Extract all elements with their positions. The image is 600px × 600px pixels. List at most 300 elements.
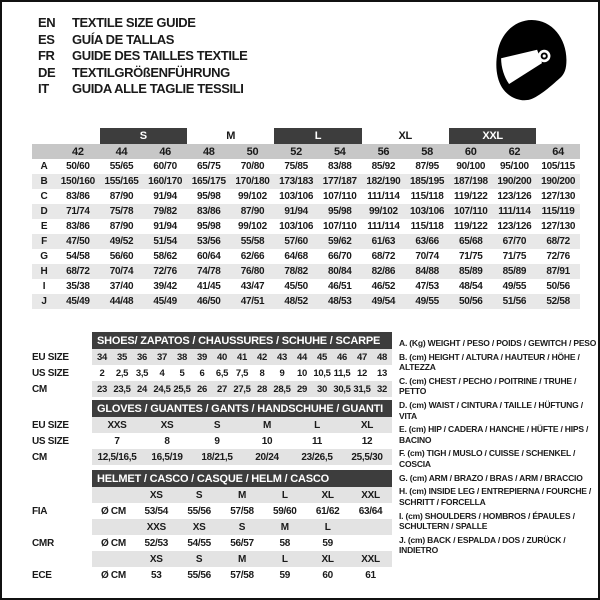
size-value: 41 [232,349,252,365]
size-value: L [263,551,306,567]
racing-helmet-icon [490,12,570,108]
size-value: 12,5/16,5 [92,449,142,465]
measure-row-label: F [32,234,56,249]
size-number: 60 [449,144,493,159]
measure-row [32,204,580,219]
measure-value: 76/80 [231,264,275,279]
size-number: 64 [536,144,580,159]
size-value: 44 [292,349,312,365]
measure-value: 70/80 [240,161,265,172]
measure-row [32,189,580,204]
size-row [32,433,392,449]
measure-value: 91/94 [153,221,177,232]
size-value: 59 [279,569,291,581]
measure-value: 78/82 [274,264,318,279]
empty-cell [32,400,92,417]
size-value: 3,5 [135,367,149,379]
size-value: 57/58 [230,569,254,581]
measure-value: 48/54 [458,281,483,292]
language-row [38,81,247,98]
size-value: XXL [349,487,392,503]
measure-value: 107/110 [449,204,493,219]
language-title: GUIDE DES TAILLES TEXTILE [72,48,248,63]
size-row [32,417,392,433]
size-value: 59/60 [273,505,297,517]
language-row [38,32,247,49]
measure-value: 61/63 [362,234,406,249]
measure-value: 177/187 [318,174,362,189]
size-value: 38 [172,349,192,365]
size-value: XL [306,487,349,503]
measure-value: 83/86 [187,204,231,219]
size-row [32,449,392,465]
row-label: EU SIZE [32,419,69,431]
measure-value: 119/122 [453,221,488,232]
measure-value: 115/118 [410,221,444,232]
size-value: 47 [352,349,372,365]
size-value: 24,5 [152,381,172,397]
measure-value: 49/54 [362,294,406,309]
size-value: 27 [212,381,232,397]
legend-item: C. (cm) CHEST / PECHO / POITRINE / TRUHE / PETTO [399,375,577,397]
size-row [32,567,392,583]
measure-value: 50/60 [66,161,90,172]
measure-value: 95/100 [499,161,529,172]
measure-row [32,234,580,249]
size-value: M [221,551,264,567]
measure-value: 49/55 [405,294,449,309]
section-title: GLOVES / GUANTES / GANTS / HANDSCHUHE / GUANTI [92,400,392,417]
measure-value: 87/91 [536,264,580,279]
language-code: ES [38,31,55,47]
row-label: ECE [32,569,52,581]
measure-value: 68/72 [536,234,580,249]
measure-value: 190/200 [536,174,580,189]
measure-value: 150/160 [56,174,100,189]
measure-value: 59/62 [318,234,362,249]
size-value: 2,5 [115,367,129,379]
size-number: 44 [100,144,144,159]
size-value: 55/56 [187,505,211,517]
size-value: 55/56 [187,569,211,581]
size-value: 16,5/19 [142,449,192,465]
size-value: 7,5 [235,367,249,379]
measure-value: 63/66 [405,234,449,249]
measure-row-label: C [40,191,48,202]
measure-value: 39/42 [153,281,177,292]
size-value: 61/62 [315,505,340,517]
shoes-table-body [32,332,392,397]
size-value: 24 [132,381,152,397]
language-title: TEXTILE SIZE GUIDE [72,15,196,30]
measure-value: 68/72 [371,251,396,262]
size-value: L [292,417,342,433]
size-number: 62 [493,144,537,159]
size-value: XL [342,417,392,433]
size-number: 52 [274,144,318,159]
measure-value: 85/92 [371,161,396,172]
size-value: 57/58 [230,505,254,517]
size-value: XXL [349,551,392,567]
measure-value: 55/65 [109,161,134,172]
measure-value: 107/110 [323,221,357,232]
gloves-table [32,400,392,465]
section-header-row [32,400,392,417]
main-size-table-body [32,128,580,309]
measure-value: 170/180 [231,174,275,189]
measure-value: 60/70 [153,161,177,172]
measure-value: 99/102 [238,191,267,202]
measure-value: 190/200 [493,174,537,189]
measure-value: 67/70 [493,234,537,249]
size-value: 10 [297,367,307,379]
measure-value: 107/110 [323,191,357,202]
language-code: DE [38,64,56,80]
language-title: TEXTILGRÖßENFÜHRUNG [72,64,230,80]
empty-cell [32,144,56,159]
row-label: EU SIZE [32,351,69,363]
size-number-row [32,144,580,159]
size-value: 52/53 [144,537,169,549]
measure-value: 56/60 [109,251,134,262]
size-value: 28,5 [272,381,292,397]
unit-cell [92,519,135,535]
size-value: 30,5 [332,381,352,397]
measure-value: 72/76 [143,264,187,279]
main-size-table [32,128,580,309]
size-group-label: L [274,128,361,144]
measure-value: 79/82 [143,204,187,219]
language-code: IT [38,81,49,96]
size-value: XS [178,519,221,535]
row-label [32,519,92,535]
legend-item: D. (cm) WAIST / CINTURA / TAILLE / HÜFTUNG / VITA [399,400,583,421]
measure-value: 75/85 [284,161,308,172]
measure-row-label: I [42,281,46,292]
measure-value: 103/106 [279,191,314,202]
measure-value: 35/38 [66,281,90,292]
size-value: 56/57 [230,537,254,549]
measure-value: 83/86 [66,191,90,202]
measure-value: 85/89 [449,264,493,279]
size-row [32,487,392,503]
measure-value: 95/98 [318,204,362,219]
size-value: XXS [92,417,142,433]
row-label: CMR [32,537,54,549]
measure-value: 111/114 [493,204,537,219]
size-value: S [221,519,264,535]
size-value: XXS [135,519,178,535]
size-value: 61 [365,569,376,581]
empty-cell [536,128,580,144]
size-value: 53/54 [144,505,169,517]
size-value: 25,5 [172,381,192,397]
measure-row [32,249,580,264]
legend-item: A. (Kg) WEIGHT / PESO / POIDS / GEWITCH / PESO [399,338,597,348]
measure-value: 115/118 [410,191,444,202]
size-row [32,365,392,381]
size-row [32,535,392,551]
measure-value: 99/102 [238,221,267,232]
size-value [349,535,392,551]
measure-value: 90/100 [456,161,486,172]
measure-value: 46/50 [187,294,231,309]
size-number: 46 [143,144,187,159]
size-value: 28 [252,381,272,397]
size-value: 60 [322,569,333,581]
size-number: 58 [405,144,449,159]
size-value: 27,5 [232,381,252,397]
measure-value: 91/94 [274,204,318,219]
size-value: 30 [312,381,332,397]
measure-value: 83/86 [66,221,90,232]
language-row [38,48,247,65]
size-group-label: M [226,130,236,142]
unit-cell: Ø CM [100,569,126,581]
measure-row-label: H [32,264,56,279]
measure-value: 71/74 [56,204,100,219]
measure-value: 155/165 [100,174,144,189]
measure-value: 47/53 [415,281,439,292]
measure-value: 44/48 [100,294,144,309]
size-value: 63/64 [358,505,383,517]
size-value: 8 [164,435,170,447]
size-value: 2 [99,367,105,379]
measure-value: 66/70 [328,251,352,262]
measure-value: 127/130 [541,221,576,232]
measure-value: 87/95 [415,161,439,172]
measure-value: 83/88 [328,161,352,172]
size-value: 29 [292,381,312,397]
size-value [349,519,392,535]
legend-item: B. (cm) HEIGHT / ALTURA / HAUTEUR / HÖHE / ALTEZZA [399,351,580,373]
size-row [32,381,392,397]
size-group-row [32,128,580,144]
measure-value: 160/170 [143,174,187,189]
size-value: 34 [92,349,112,365]
measure-row-label: J [32,294,56,309]
size-row [32,349,392,365]
row-label: CM [32,451,47,463]
measure-value: 71/75 [502,251,527,262]
size-value: 9 [279,367,285,379]
measure-value: 70/74 [100,264,144,279]
measure-value: 72/76 [546,251,570,262]
measure-value: 87/90 [231,204,275,219]
measure-value: 48/53 [318,294,362,309]
measure-row-label: G [40,251,48,262]
row-label: CM [32,383,47,395]
section-header-row [32,470,392,487]
size-group-label: XL [398,130,412,142]
empty-cell [32,128,100,144]
measure-value: 55/58 [231,234,275,249]
measure-value: 87/90 [109,191,134,202]
measure-value: 49/55 [502,281,527,292]
size-value: 13 [377,367,387,379]
measure-value: 54/58 [66,251,90,262]
size-value: 26 [192,381,212,397]
size-value: XL [306,551,349,567]
size-number: 42 [56,144,100,159]
language-list [38,15,247,98]
size-value: 8 [259,367,265,379]
legend-item: F. (cm) TIGH / MUSLO / CUISSE / SCHENKEL / COSCIA [399,448,576,469]
size-group-label: S [100,128,187,144]
unit-cell [92,551,135,567]
size-value: S [178,487,221,503]
size-value: 11 [312,435,322,447]
measure-value: 37/40 [109,281,134,292]
measure-value: 45/49 [56,294,100,309]
legend-item: G. (cm) ARM / BRAZO / BRAS / ARM / BRACCIO [399,472,583,483]
size-value: M [221,487,264,503]
size-value: 31,5 [352,381,372,397]
size-row [32,503,392,519]
measure-row [32,159,580,174]
measure-row [32,294,580,309]
empty-cell [32,332,92,349]
measure-value: 46/52 [371,281,396,292]
size-value: 42 [252,349,272,365]
measure-value: 119/122 [453,191,488,202]
section-title: SHOES/ ZAPATOS / CHAUSSURES / SCHUHE / SCARPE [92,332,392,349]
measure-value: 99/102 [362,204,406,219]
size-row [32,519,392,535]
measure-value: 48/52 [274,294,318,309]
measure-value: 47/51 [231,294,275,309]
size-group-label: XXL [449,128,536,144]
measure-value: 50/56 [546,281,570,292]
row-label: US SIZE [32,435,69,447]
measure-value: 58/62 [153,251,177,262]
size-value: 58 [279,537,291,549]
size-value: 32 [372,381,392,397]
size-value: XS [142,417,192,433]
measure-value: 123/126 [497,191,532,202]
measure-value: 85/89 [493,264,537,279]
measure-value: 71/75 [458,251,483,262]
legend-item: I. (cm) SHOULDERS / HOMBROS / ÉPAULES / SCHULTERN / SPALLE [399,510,575,531]
measure-value: 95/98 [197,191,221,202]
measure-value: 123/126 [497,221,532,232]
legend-item: J. (cm) BACK / ESPALDA / DOS / ZURÜCK / INDIETRO [399,534,566,556]
measure-value: 51/56 [493,294,537,309]
size-value: 35 [112,349,132,365]
unit-cell: Ø CM [100,537,126,549]
helmet-table [32,470,392,583]
measure-value: 68/72 [56,264,100,279]
measure-value: 127/130 [541,191,576,202]
unit-cell: Ø CM [100,505,126,517]
measure-row [32,264,580,279]
size-value: 18/21,5 [192,449,242,465]
measure-value: 105/115 [541,161,575,172]
measure-value: 65/75 [197,161,221,172]
language-title: GUIDA ALLE TAGLIE TESSILI [72,81,244,96]
size-value: S [178,551,221,567]
measure-value: 65/68 [449,234,493,249]
measure-row-label: B [32,174,56,189]
language-title: GUÍA DE TALLAS [72,31,175,47]
size-value: XS [135,487,178,503]
size-number: 56 [362,144,406,159]
measure-value: 51/54 [143,234,187,249]
size-value: L [263,487,306,503]
size-value: 4 [159,367,165,379]
measure-value: 57/60 [274,234,318,249]
measure-value: 103/106 [405,204,449,219]
size-value: 12 [357,367,367,379]
measure-value: 103/106 [279,221,314,232]
measure-row [32,174,580,189]
measure-value: 50/56 [449,294,493,309]
size-value: 12 [361,435,373,447]
row-label: US SIZE [32,367,69,379]
measure-value: 74/78 [187,264,231,279]
measure-value: 82/86 [362,264,406,279]
measure-value: 60/64 [197,251,221,262]
gloves-table-body [32,400,392,465]
size-value: L [306,519,349,535]
size-value: 20/24 [242,449,292,465]
measure-value: 84/88 [405,264,449,279]
measure-value: 115/119 [536,204,580,219]
row-label [32,551,92,567]
size-value: 37 [152,349,172,365]
measure-value: 49/52 [100,234,144,249]
measure-value: 87/90 [109,221,134,232]
measure-value: 111/114 [367,191,400,202]
measure-value: 41/45 [197,281,221,292]
empty-cell [32,470,92,487]
size-value: 23,5 [112,381,132,397]
measure-value: 185/195 [405,174,449,189]
size-value: 6 [199,367,205,379]
measure-value: 45/49 [143,294,187,309]
measure-value: 62/66 [240,251,265,262]
size-number: 54 [318,144,362,159]
size-value: 43 [272,349,292,365]
size-value: 25,5/30 [342,449,392,465]
size-value: 10,5 [313,367,331,379]
measure-value: 182/190 [362,174,406,189]
size-value: 39 [192,349,212,365]
language-code: FR [38,48,55,63]
helmet-table-body [32,470,392,583]
measure-value: 91/94 [153,191,177,202]
measure-value: 95/98 [197,221,221,232]
unit-cell [92,487,135,503]
size-value: 53 [151,569,162,581]
measure-value: 70/74 [415,251,439,262]
size-value: 36 [132,349,152,365]
measure-value: 64/68 [284,251,308,262]
measure-row-label: D [32,204,56,219]
legend-item: H. (cm) INSIDE LEG / ENTREPIERNA / FOURCHE / SCHRITT / FORCELLA [399,486,592,507]
measure-row-label: E [40,221,48,232]
measure-value: 173/183 [274,174,318,189]
measure-value: 75/78 [100,204,144,219]
size-value: 48 [372,349,392,365]
size-value: 9 [214,435,220,447]
measure-value: 45/50 [284,281,308,292]
measure-value: 43/47 [240,281,265,292]
measure-value: 46/51 [328,281,352,292]
measure-value: 53/56 [187,234,231,249]
section-header-row [32,332,392,349]
size-value: S [192,417,242,433]
